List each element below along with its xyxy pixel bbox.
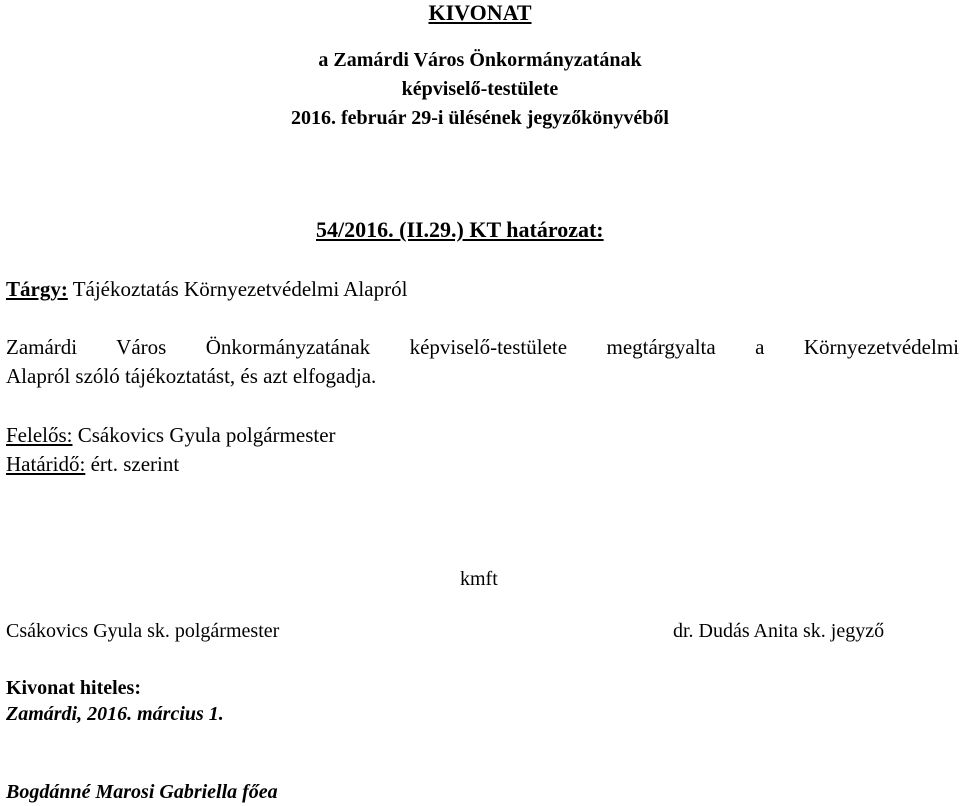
header-line-session: 2016. február 29-i ülésének jegyzőkönyvéből <box>291 107 669 129</box>
subject-label: Tárgy: <box>6 277 68 301</box>
kmft-text: kmft <box>460 568 498 590</box>
certification-signer: Bogdánné Marosi Gabriella főea <box>6 781 278 803</box>
deadline-line <box>6 452 179 477</box>
signature-notary: dr. Dudás Anita sk. jegyző <box>673 620 885 642</box>
responsible-line <box>6 423 336 448</box>
deadline-value: ért. szerint <box>90 452 180 476</box>
resolution-number: 54/2016. (II.29.) KT határozat: <box>316 217 604 242</box>
deadline-label: Határidő: <box>6 452 86 476</box>
header-line-municipality: a Zamárdi Város Önkormányzatának <box>318 49 642 71</box>
subject-line <box>6 277 407 302</box>
responsible-label: Felelős: <box>6 423 73 447</box>
document-title: KIVONAT <box>428 0 532 25</box>
certification-place-date: Zamárdi, 2016. március 1. <box>6 703 224 725</box>
subject-text: Tájékoztatás Környezetvédelmi Alapról <box>72 277 408 301</box>
body-line-2: Alapról szóló tájékoztatást, és azt elfogadja. <box>6 364 377 388</box>
signature-mayor: Csákovics Gyula sk. polgármester <box>6 620 280 642</box>
certification-label: Kivonat hiteles: <box>6 677 141 699</box>
header-line-body: képviselő-testülete <box>401 78 559 100</box>
body-line-1: Zamárdi Város Önkormányzatának képviselő-testülete megtárgyalta a Környezetvédelmi <box>6 335 959 359</box>
responsible-value: Csákovics Gyula polgármester <box>77 423 336 447</box>
